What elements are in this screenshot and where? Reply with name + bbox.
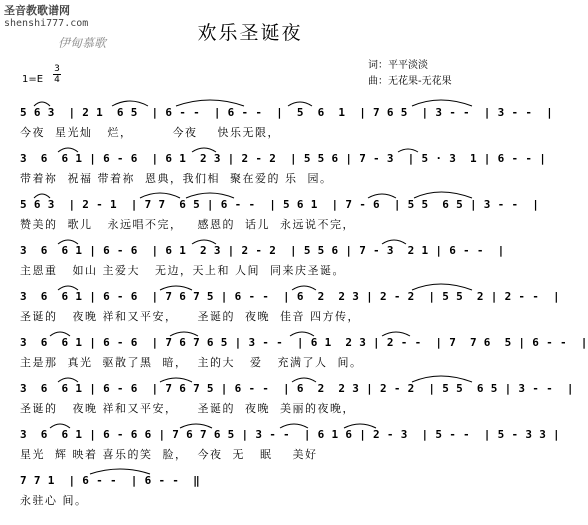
score-line-8	[20, 418, 560, 464]
lyrics-line-1: 今夜 星光灿 烂， 今夜 快乐无限，	[20, 126, 280, 139]
lyrics-line-8: 星光 辉 映着 喜乐的笑 脸， 今夜 无 眠 美好	[20, 448, 318, 461]
score-line-4	[20, 234, 505, 280]
notes-line-6: 3 6 6 1 | 6 - 6 | 7 6 7 6 5 | 3 - - | 6 1 2 3 | 2 - - | 7 7 6 5 | 6 - - |	[20, 336, 588, 349]
notes-line-2: 3 6 6 1 | 6 - 6 | 6 1 2 3 | 2 - 2 | 5 5 6 | 7 - 3 | 5 · 3 1 | 6 - - |	[20, 152, 547, 165]
score-line-3	[20, 188, 540, 234]
notes-line-1: 5 6 3 | 2 1 6 5 | 6 - - | 6 - - | 5 6 1 | 7 6 5 | 3 - - | 3 - - |	[20, 106, 554, 119]
watermark-site-name: 圣音教歌谱网	[4, 4, 70, 17]
score-line-2	[20, 142, 547, 188]
lyrics-line-3: 赞美的 歌儿 永远唱不完， 感恩的 话儿 永远说不完，	[20, 218, 355, 231]
score-line-9	[20, 464, 490, 510]
lyrics-line-9: 永驻心 间。	[20, 494, 88, 507]
watermark-signature: 伊甸慕歌	[58, 36, 107, 50]
lyrics-line-7: 圣诞的 夜晚 祥和又平安， 圣诞的 夜晚 美丽的夜晚，	[20, 402, 355, 415]
notes-line-5: 3 6 6 1 | 6 - 6 | 7 6 7 5 | 6 - - | 6 2 2 3 | 2 - 2 | 5 5 2 | 2 - - |	[20, 290, 560, 303]
lyrics-line-2: 带着祢 祝福 带着祢 恩典，我们相 聚在爱的 乐 园。	[20, 172, 333, 185]
lyrics-line-6: 主是那 真光 驱散了黑 暗， 主的大 爱 充满了人 间。	[20, 356, 363, 369]
notes-line-9: 7 7 1 | 6 - - | 6 - - ‖	[20, 474, 200, 487]
lyricist-credit: 词：平平淡淡	[368, 60, 428, 71]
time-signature	[52, 64, 62, 85]
meter-bottom: 4	[54, 75, 60, 85]
composer-credit: 曲：无花果-无花果	[368, 76, 452, 87]
score-line-7	[20, 372, 574, 418]
notes-line-7: 3 6 6 1 | 6 - 6 | 7 6 7 5 | 6 - - | 6 2 2 3 | 2 - 2 | 5 5 6 5 | 3 - - |	[20, 382, 574, 395]
lyrics-line-4: 主恩重 如山 主爱大 无边，天上和 人间 同来庆圣诞。	[20, 264, 345, 277]
key-signature: 1=E	[22, 74, 44, 85]
meter-top: 3	[54, 64, 60, 74]
notes-line-3: 5 6 3 | 2 - 1 | 7 7 6 5 | 6 - - | 5 6 1 | 7 - 6 | 5 5 6 5 | 3 - - |	[20, 198, 540, 211]
notes-line-8: 3 6 6 1 | 6 - 6 6 | 7 6 7 6 5 | 3 - - | 6 1 6 | 2 - 3 | 5 - - | 5 - 3 3 |	[20, 428, 560, 441]
score-line-1	[20, 96, 554, 142]
song-title: 欢乐圣诞夜	[197, 22, 303, 44]
lyrics-line-5: 圣诞的 夜晚 祥和又平安， 圣诞的 夜晚 佳音 四方传，	[20, 310, 360, 323]
watermark-site-url: shenshi777.com	[4, 18, 89, 29]
score-line-5	[20, 280, 560, 326]
notes-line-4: 3 6 6 1 | 6 - 6 | 6 1 2 3 | 2 - 2 | 5 5 6 | 7 - 3 2 1 | 6 - - |	[20, 244, 505, 257]
credits	[368, 58, 452, 90]
score-line-6	[20, 326, 588, 372]
